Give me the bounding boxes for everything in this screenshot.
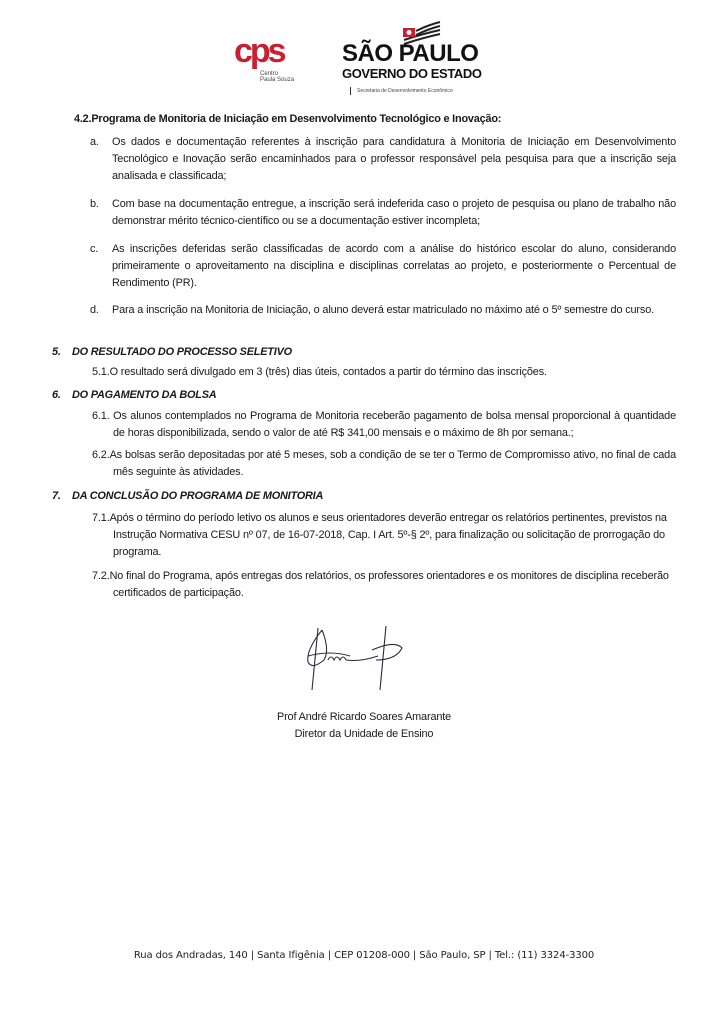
secretaria-label: Secretaria de Desenvolvimento Econômico bbox=[350, 87, 453, 95]
handwritten-signature bbox=[300, 620, 410, 695]
sao-paulo-logo-line2: GOVERNO DO ESTADO bbox=[342, 66, 482, 81]
list-item-label: b. bbox=[90, 198, 99, 210]
section-4-2-title: 4.2.Programa de Monitoria de Iniciação em Desenvolvimento Tecnológico e Inovação: bbox=[74, 113, 502, 125]
footer-address: Rua dos Andradas, 140 | Santa Ifigênia | CEP 01208-000 | São Paulo, SP | Tel.: (11) 3324-3300 bbox=[133, 950, 595, 961]
sao-paulo-logo-line1: SÃO PAULO bbox=[342, 40, 479, 67]
paragraph-7-1: 7.1.Após o término do período letivo os alunos e seus orientadores deverão entregar os relatórios pertinentes, previstos na Instrução Normativa CESU nº 07, de 16-07-2018, Cap. I Art. 5º-§ 2º, para finalização ou solicitação de prorrogação do programa. bbox=[92, 512, 667, 558]
section-number: 7. bbox=[52, 490, 61, 502]
paragraph-6-1: 6.1. Os alunos contemplados no Programa de Monitoria receberão pagamento de bolsa mensal proporcional à quantidade de horas disponibilizada, sendo o valor de até R$ 341,00 mensais e o máximo de 8h por semana.; bbox=[92, 410, 676, 439]
section-title: DA CONCLUSÃO DO PROGRAMA DE MONITORIA bbox=[72, 490, 324, 502]
list-item-label: a. bbox=[90, 136, 99, 148]
list-item-text: Os dados e documentação referentes à inscrição para candidatura à Monitoria de Iniciação em Desenvolvimento Tecnológico e Inovação serão encaminhados para o professor responsável pela pesquisa para que a inscrição seja analisada e classificada; bbox=[112, 136, 676, 182]
section-title: DO RESULTADO DO PROCESSO SELETIVO bbox=[72, 346, 292, 358]
list-item-c bbox=[90, 241, 676, 292]
list-item-label: c. bbox=[90, 243, 99, 255]
paragraph-7-2: 7.2.No final do Programa, após entregas dos relatórios, os professores orientadores e os monitores de disciplina receberão certificados de participação. bbox=[92, 570, 669, 599]
cps-logo-line1: Centro bbox=[260, 71, 279, 77]
paragraph-6-2: 6.2.As bolsas serão depositadas por até 5 meses, sob a condição de se ter o Termo de Compromisso ativo, no final de cada mês seguinte às atividades. bbox=[92, 449, 676, 478]
section-6-heading bbox=[52, 387, 216, 404]
signatory-role: Diretor da Unidade de Ensino bbox=[294, 728, 434, 740]
cps-logo-mark: cps bbox=[234, 32, 284, 70]
list-item-d bbox=[90, 302, 676, 319]
section-5-heading bbox=[52, 344, 292, 361]
cps-logo bbox=[234, 32, 298, 88]
paragraph-5-1: 5.1.O resultado será divulgado em 3 (três) dias úteis, contados a partir do término das inscrições. bbox=[92, 366, 547, 378]
section-number: 5. bbox=[52, 346, 61, 358]
list-item-label: d. bbox=[90, 304, 99, 316]
list-item-a bbox=[90, 134, 676, 185]
list-item-text: Para a inscrição na Monitoria de Iniciação, o aluno deverá estar matriculado no máximo até o 5º semestre do curso. bbox=[112, 304, 654, 316]
section-number: 6. bbox=[52, 389, 61, 401]
list-item-text: Com base na documentação entregue, a inscrição será indeferida caso o projeto de pesquisa ou plano de trabalho não demonstrar mérito técnico-científico ou se a documentação estiver incompleta; bbox=[112, 198, 676, 227]
section-title: DO PAGAMENTO DA BOLSA bbox=[72, 389, 217, 401]
signatory-name: Prof André Ricardo Soares Amarante bbox=[276, 711, 452, 723]
cps-logo-line2: Paula Souza bbox=[260, 77, 295, 83]
list-item-b bbox=[90, 196, 676, 230]
sao-paulo-logo bbox=[340, 20, 500, 98]
section-7-heading bbox=[52, 488, 323, 505]
list-item-text: As inscrições deferidas serão classificadas de acordo com a análise do histórico escolar do aluno, considerando primeiramente o aproveitamento na disciplina e disciplinas correlatas ao projeto, e posteriormente o Percentual de Rendimento (PR). bbox=[112, 243, 676, 289]
